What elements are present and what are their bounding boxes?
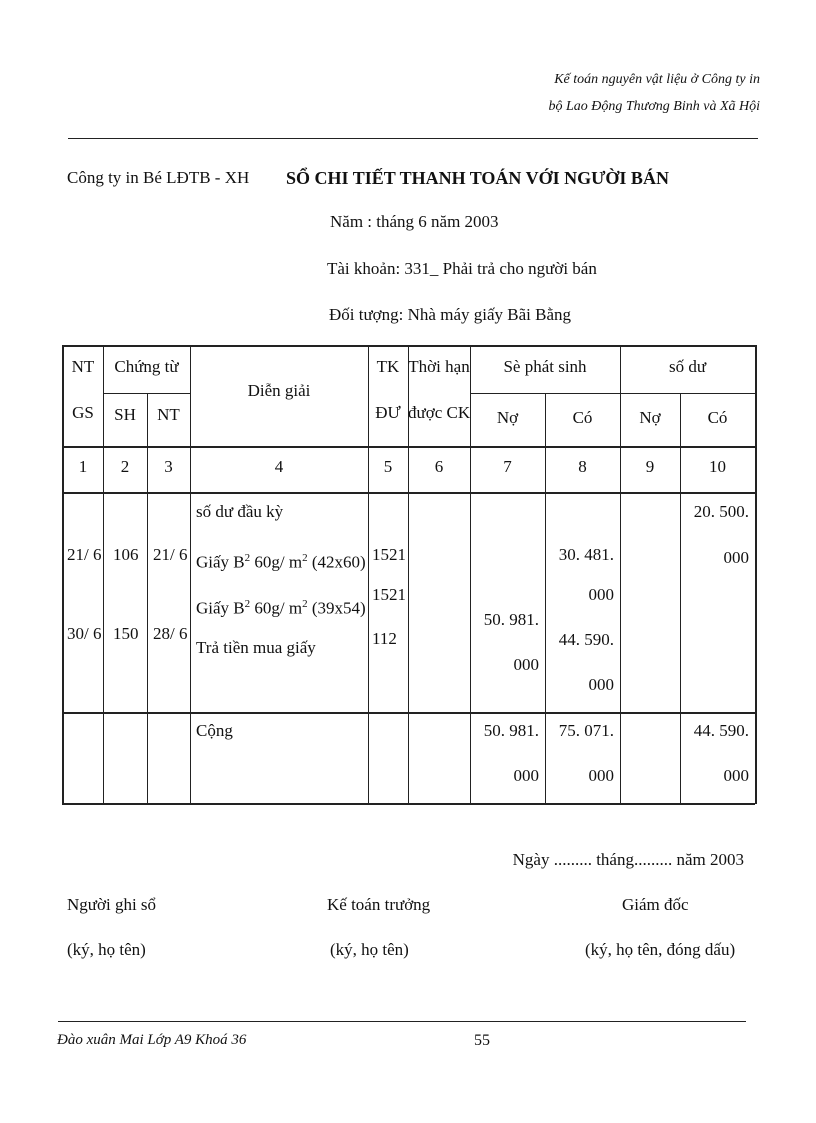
row1-tk: 1521 xyxy=(372,545,406,564)
opening-balance-label: số dư đầu kỳ xyxy=(196,502,284,521)
header-sh: SH xyxy=(114,405,136,424)
row1-co-cont: 000 xyxy=(588,585,614,604)
col-number: 2 xyxy=(120,457,130,476)
header-tk-top: TK xyxy=(376,357,400,376)
row3-co: 44. 590. xyxy=(558,630,614,649)
total-balance-cont: 000 xyxy=(723,766,749,785)
row2-description: Giấy $B^2$ 60g/ $m^2$ (39x54) xyxy=(196,598,366,618)
header-line-2: bộ Lao Động Thương Binh và Xã Hội xyxy=(548,99,760,114)
signature-note: (ký, họ tên, đóng dấu) xyxy=(585,940,736,959)
footer-rule xyxy=(58,1021,746,1022)
signature-note: (ký, họ tên) xyxy=(67,940,146,959)
opening-balance-co: 20. 500. xyxy=(693,502,749,521)
header-dien-giai: Diễn giải xyxy=(247,381,311,400)
object-line: Đối tượng: Nhà máy giấy Bãi Bằng xyxy=(329,305,572,324)
row3-sh: 150 xyxy=(113,624,139,643)
header-tk-bottom: ĐƯ xyxy=(375,403,401,422)
header-thoi-han-top: Thời hạn xyxy=(408,357,470,376)
header-nt: NT xyxy=(157,405,180,424)
header-co-so-du: Có xyxy=(707,408,728,427)
header-chung-tu: Chứng từ xyxy=(114,357,179,376)
row1-gs: 21/ 6 xyxy=(67,545,102,564)
row3-no-cont: 000 xyxy=(513,655,539,674)
period-line: Năm : tháng 6 năm 2003 xyxy=(330,212,499,231)
row1-nt: 21/ 6 xyxy=(153,545,188,564)
col-number: 5 xyxy=(383,457,393,476)
row3-no: 50. 981. xyxy=(483,610,539,629)
row3-tk: 112 xyxy=(372,629,397,648)
header-nt-gs-bottom: GS xyxy=(72,403,94,422)
total-label: Cộng xyxy=(196,721,233,740)
col-number: 3 xyxy=(164,457,173,476)
header-nt-gs-top: NT xyxy=(71,357,95,376)
document-title: SỔ CHI TIẾT THANH TOÁN VỚI NGƯỜI BÁN xyxy=(286,168,669,188)
col-number: 4 xyxy=(274,457,284,476)
col-number: 7 xyxy=(503,457,512,476)
header-thoi-han-bottom: được CK xyxy=(408,403,471,422)
account-line: Tài khoản: 331_ Phải trả cho người bán xyxy=(327,259,597,278)
opening-balance-co-cont: 000 xyxy=(723,548,749,567)
row3-gs: 30/ 6 xyxy=(67,624,102,643)
total-no: 50. 981. xyxy=(483,721,539,740)
row3-description: Trả tiền mua giấy xyxy=(196,638,316,657)
row1-description: Giấy $B^2$ 60g/ $m^2$ (42x60) xyxy=(196,552,366,572)
row2-tk: 1521 xyxy=(372,585,406,604)
col-number: 1 xyxy=(78,457,88,476)
header-so-du: số dư xyxy=(668,357,707,376)
footer-author: Đào xuân Mai Lớp A9 Khoá 36 xyxy=(57,1032,247,1048)
col-number: 10 xyxy=(709,457,726,476)
page-number: 55 xyxy=(474,1032,490,1049)
total-co-cont: 000 xyxy=(588,766,614,785)
header-so-phat-sinh: Sè phát sinh xyxy=(503,357,587,376)
total-no-cont: 000 xyxy=(513,766,539,785)
row1-co: 30. 481. xyxy=(558,545,614,564)
signature-role: Giám đốc xyxy=(622,895,689,914)
signature-note: (ký, họ tên) xyxy=(330,940,409,959)
row1-sh: 106 xyxy=(113,545,139,564)
row3-nt: 28/ 6 xyxy=(153,624,188,643)
header-line-1: Kế toán nguyên vật liệu ở Công ty in xyxy=(554,72,760,87)
header-co-phat-sinh: Có xyxy=(572,408,593,427)
total-co: 75. 071. xyxy=(558,721,614,740)
total-balance: 44. 590. xyxy=(693,721,749,740)
header-no-phat-sinh: Nợ xyxy=(496,408,519,427)
company-name: Công ty in Bé LĐTB - XH xyxy=(67,168,250,187)
col-number: 8 xyxy=(578,457,587,476)
header-no-so-du: Nợ xyxy=(639,408,661,427)
col-number: 6 xyxy=(434,457,444,476)
row3-co-cont: 000 xyxy=(588,675,614,694)
col-number: 9 xyxy=(645,457,655,476)
signature-role: Kế toán trưởng xyxy=(327,895,431,914)
date-line: Ngày ......... tháng......... năm 2003 xyxy=(512,850,744,869)
signature-role: Người ghi sổ xyxy=(67,895,157,914)
